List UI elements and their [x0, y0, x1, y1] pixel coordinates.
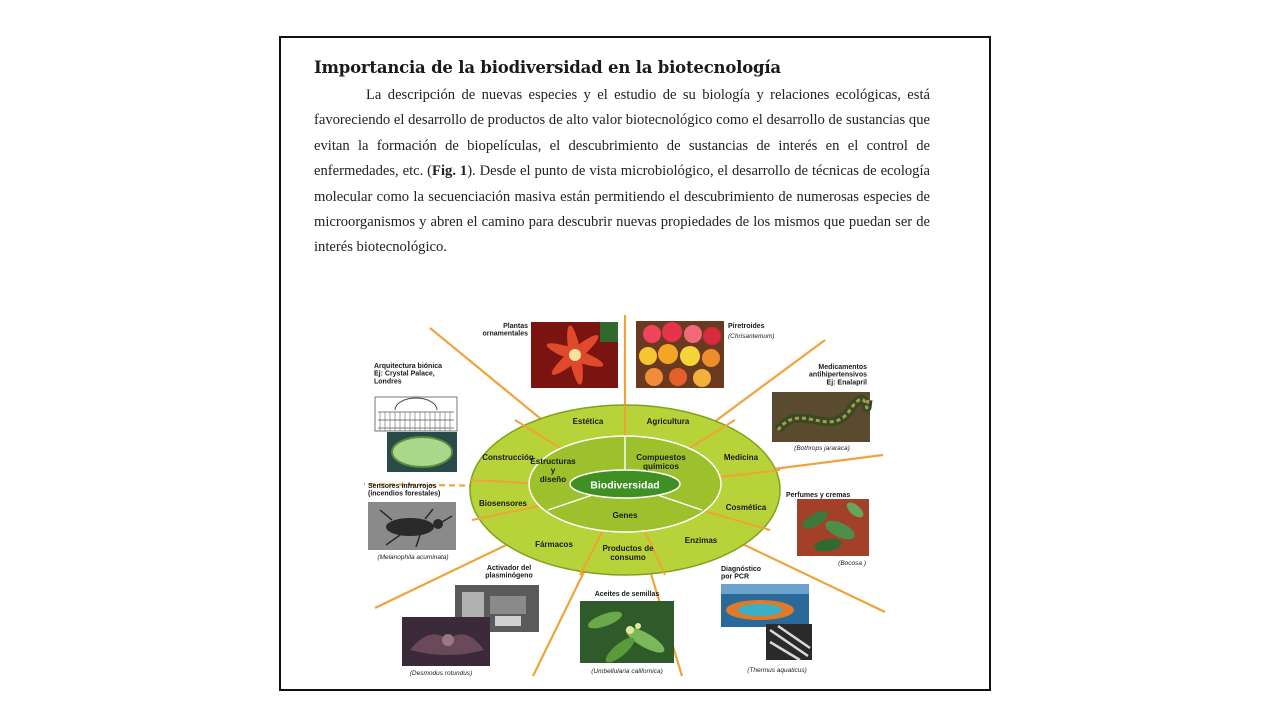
center-label: Biodiversidad — [590, 479, 660, 492]
example-label: Perfumes y cremas — [786, 492, 851, 499]
perfume-plant-photo — [797, 499, 869, 556]
paragraph-text-1: La descripción de nuevas especies y el estudio de su biología y relaciones ecológicas, está favoreciendo el desarrollo de productos de alto valor biotecnológico como el desarrollo de sustancias que evitan la formación de biopelículas, el descubrimiento de sustancias de interés en el control de enfermedades, etc. ( — [314, 87, 930, 180]
hot-spring-photo — [721, 584, 809, 627]
example-caption: (Umbellularia californica) — [591, 668, 663, 675]
outer-sector-label: Estética — [572, 417, 604, 426]
outer-sector-label: Medicina — [723, 453, 759, 462]
paragraph-text-2: ). Desde el punto de vista microbiológico, el desarrollo de técnicas de ecología molecular como la secuenciación masiva están permitiendo el descubrimiento de numerosas especies de microorganismos y abren el camino para descubrir nuevas propiedades de los mismos que puedan ser de interés biotecnológico. — [314, 163, 930, 256]
figure-reference[interactable]: Fig. 1 — [432, 163, 468, 180]
example-label: Activador del plasminógeno — [485, 565, 533, 580]
outer-sector-label: Biosensores — [478, 499, 528, 508]
laurel-plant-photo — [580, 601, 674, 666]
inner-sector-label: Estructuras y diseño — [530, 457, 576, 485]
example-label: Sensores infrarrojos (incendios forestales) — [368, 483, 441, 498]
example-caption: (Melanophila acuminata) — [377, 554, 449, 561]
outer-sector-label: Cosmética — [725, 503, 767, 512]
snake-photo — [772, 392, 870, 442]
example-caption: (Bothrops jararaca) — [794, 445, 850, 452]
outer-sector-label: Agricultura — [646, 417, 690, 426]
inner-sector-label: Compuestos químicos — [636, 453, 686, 472]
ornamental-plant-photo — [531, 322, 618, 388]
lily-pad-photo — [387, 432, 457, 472]
bacteria-micrograph — [766, 624, 812, 660]
vampire-bat-photo — [402, 617, 490, 666]
example-label: Medicamentos antihipertensivos Ej: Enalapril — [809, 364, 867, 387]
crystal-palace-drawing — [375, 397, 457, 431]
example-caption: (Bocosa ) — [838, 560, 866, 567]
example-label: Aceites de semillas — [594, 591, 660, 598]
example-caption: (Chrisantemum) — [728, 333, 775, 340]
outer-sector-label: Productos de consumo — [602, 544, 654, 562]
outer-sector-label: Construcción — [482, 453, 534, 462]
example-label: Diagnóstico por PCR — [721, 566, 762, 581]
example-label: Piretroides — [728, 323, 765, 330]
chrysanthemum-photo — [636, 321, 724, 388]
example-label: Arquitectura biónica Ej: Crystal Palace, Londres — [374, 363, 443, 386]
beetle-photo — [368, 502, 456, 550]
outer-sector-label: Enzimas — [684, 536, 718, 545]
inner-sector-label: Genes — [612, 511, 638, 520]
section-heading: Importancia de la biodiversidad en la biotecnología — [314, 58, 781, 77]
example-caption: (Desmodus rotundus) — [409, 670, 473, 677]
outer-sector-label: Fármacos — [535, 540, 573, 549]
example-caption: (Thermus aquaticus) — [747, 667, 807, 674]
example-label: Plantas ornamentales — [482, 323, 528, 338]
